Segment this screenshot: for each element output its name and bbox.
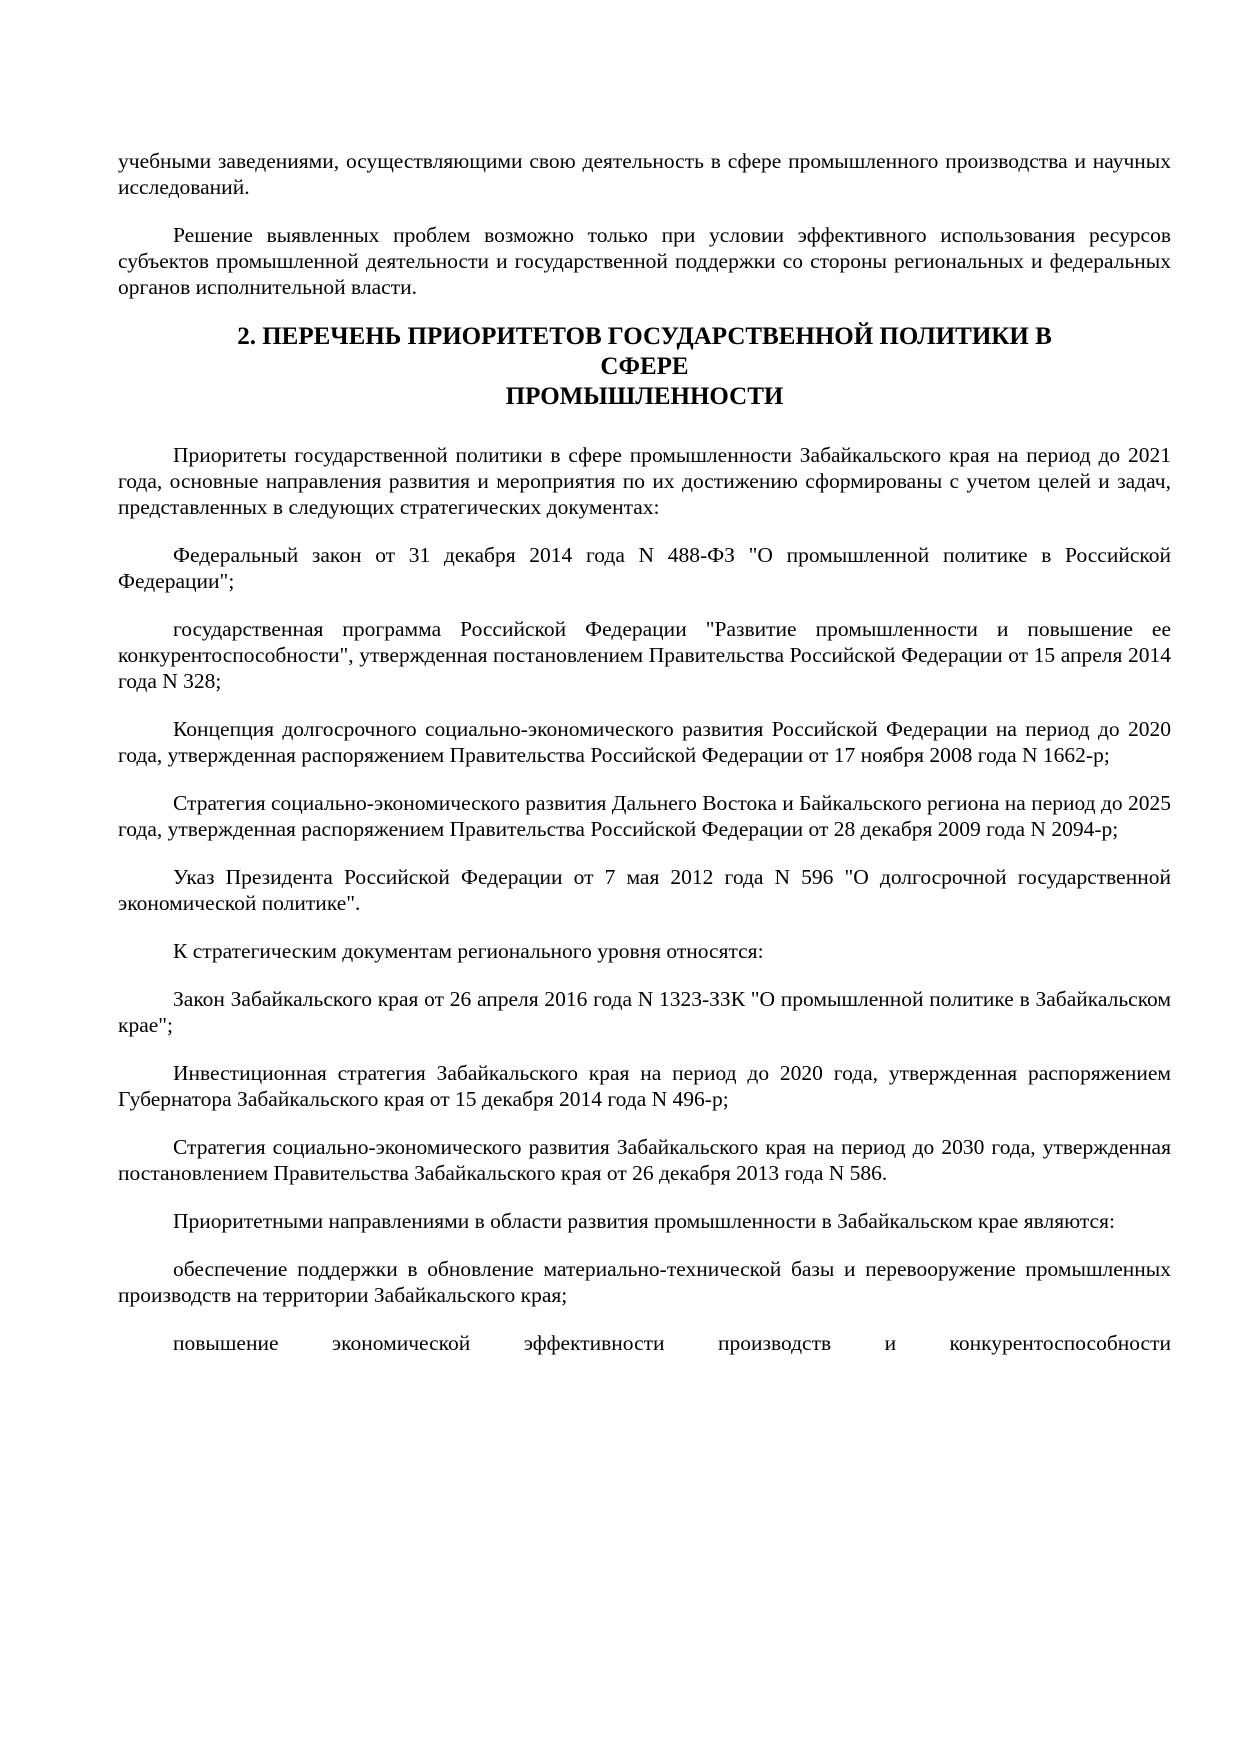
paragraph-problem-solution: Решение выявленных проблем возможно только при условии эффективного использования ресурсов субъектов промышленной деятельности и государственной поддержки со стороны региональных и федеральных органов исполнительной власти. (118, 223, 1171, 299)
paragraph-presidential-decree: Указ Президента Российской Федерации от 7 мая 2012 года N 596 "О долгосрочной государственной экономической политике". (118, 865, 1171, 915)
paragraph-regional-law: Закон Забайкальского края от 26 апреля 2016 года N 1323-ЗЗК "О промышленной политике в Забайкальском крае"; (118, 987, 1171, 1037)
paragraph-regional-docs-intro: К стратегическим документам регионального уровня относятся: (173, 939, 764, 963)
section-heading (118, 322, 1171, 412)
paragraph-support-renewal: обеспечение поддержки в обновление материально-технической базы и перевооружение промышленных производств на территории Забайкальского края; (118, 1257, 1171, 1307)
paragraph-priorities-intro: Приоритеты государственной политики в сфере промышленности Забайкальского края на период до 2021 года, основные направления развития и мероприятия по их достижению сформированы с учетом целей и задач, представленных в следующих стратегических документах: (118, 443, 1171, 519)
paragraph-state-program: государственная программа Российской Федерации "Развитие промышленности и повышение ее конкурентоспособности", утвержденная постановлением Правительства Российской Федерации от 15 апреля 2014 года N 328; (118, 617, 1171, 693)
section-heading-line-2: СФЕРЕ (600, 353, 689, 380)
paragraph-priority-directions: Приоритетными направлениями в области развития промышленности в Забайкальском крае являются: (173, 1209, 1115, 1233)
paragraph-continuation: учебными заведениями, осуществляющими свою деятельность в сфере промышленного производства и научных исследований. (118, 149, 1171, 199)
paragraph-efficiency-increase: повышение экономической эффективности производств и конкурентоспособности (173, 1331, 1171, 1355)
paragraph-federal-law: Федеральный закон от 31 декабря 2014 года N 488-ФЗ "О промышленной политике в Российской Федерации"; (118, 543, 1171, 593)
section-heading-line-3: ПРОМЫШЛЕННОСТИ (505, 383, 784, 410)
paragraph-investment-strategy: Инвестиционная стратегия Забайкальского края на период до 2020 года, утвержденная распоряжением Губернатора Забайкальского края от 15 декабря 2014 года N 496-р; (118, 1061, 1171, 1111)
document-page (118, 148, 1171, 1378)
paragraph-regional-strategy-2030: Стратегия социально-экономического развития Забайкальского края на период до 2030 года, утвержденная постановлением Правительства Забайкальского края от 26 декабря 2013 года N 586. (118, 1135, 1171, 1185)
section-heading-line-1: 2. ПЕРЕЧЕНЬ ПРИОРИТЕТОВ ГОСУДАРСТВЕННОЙ ПОЛИТИКИ В (237, 323, 1052, 350)
paragraph-far-east-strategy: Стратегия социально-экономического развития Дальнего Востока и Байкальского региона на период до 2025 года, утвержденная распоряжением Правительства Российской Федерации от 28 декабря 2009 года N 2094-р; (118, 791, 1172, 841)
paragraph-concept-2020: Концепция долгосрочного социально-экономического развития Российской Федерации на период до 2020 года, утвержденная распоряжением Правительства Российской Федерации от 17 ноября 2008 года N 1662-р; (118, 717, 1171, 767)
